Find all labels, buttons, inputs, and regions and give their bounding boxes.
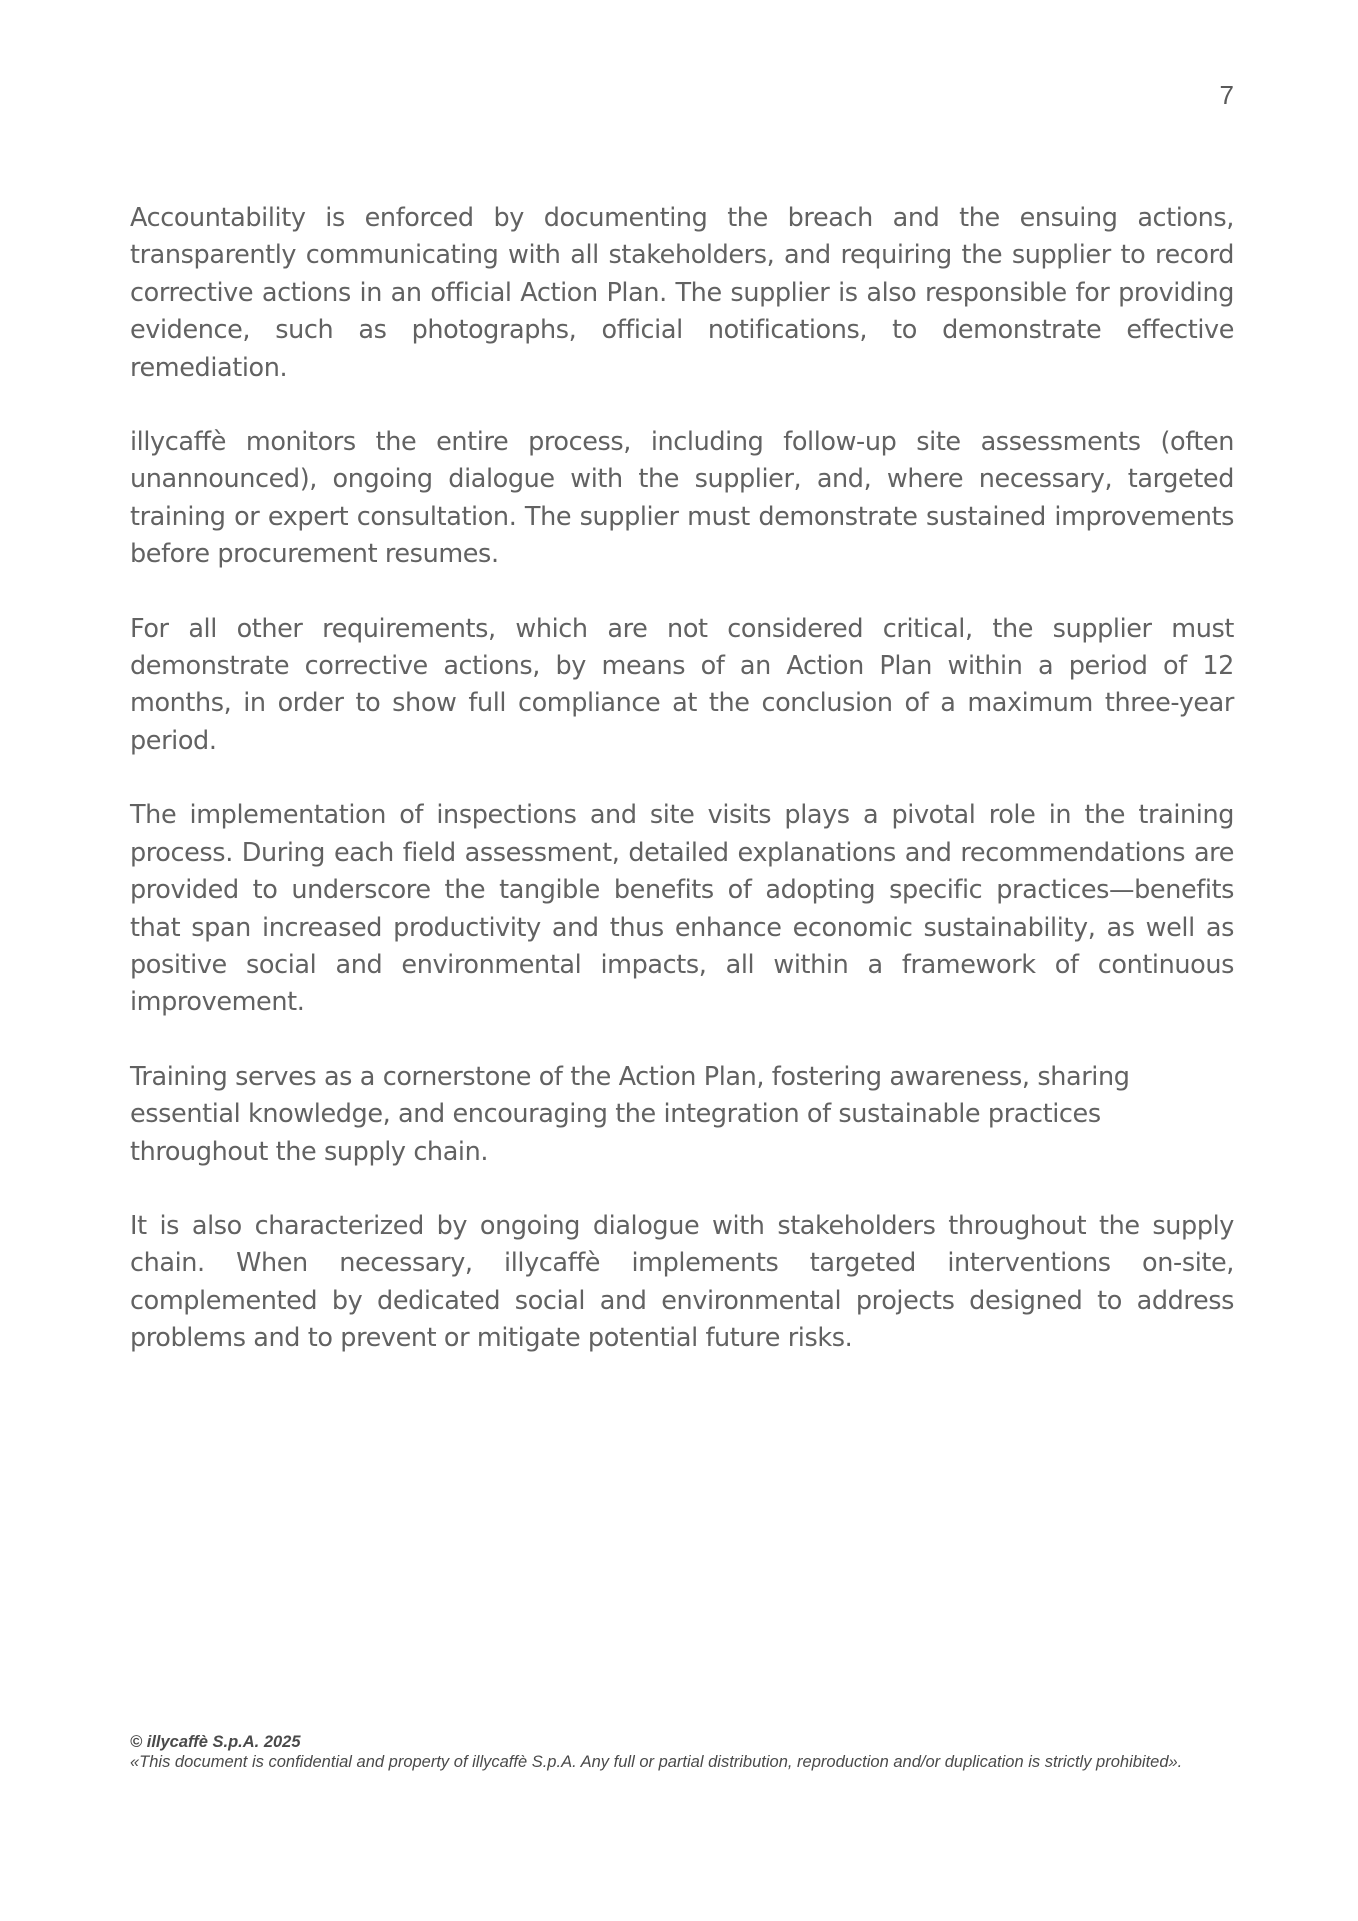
paragraph-other-requirements: For all other requirements, which are not considered critical, the supplier must demonstrate corrective actions, by means of an Action Plan within a period of 12 months, in order to show full compliance at the conclusion of a maximum three-year period. (130, 613, 1234, 756)
page-number: 7 (1219, 80, 1234, 110)
footer-confidentiality-notice: «This document is confidential and property of illycaffè S.p.A. Any full or partial distribution, reproduction and/or duplication is strictly prohibited». (130, 1753, 1183, 1771)
paragraph-monitoring: illycaffè monitors the entire process, including follow-up site assessments (often unannounced), ongoing dialogue with the supplier, and, where necessary, targeted training or expert consultation. The supplier must demonstrate sustained improvements before procurement resumes. (130, 427, 1234, 570)
paragraph-inspections: The implementation of inspections and site visits plays a pivotal role in the training process. During each field assessment, detailed explanations and recommendations are provided to underscore the tangible benefits of adopting specific practices—benefits that span increased productivity and thus enhance economic sustainability, as well as positive social and environmental impacts, all within a framework of continuous improvement. (130, 800, 1234, 1018)
footer (130, 1732, 1234, 1772)
paragraph-dialogue: It is also characterized by ongoing dialogue with stakeholders throughout the supply chain. When necessary, illycaffè implements targeted interventions on-site, complemented by dedicated social and environmental projects designed to address problems and to prevent or mitigate potential future risks. (130, 1210, 1234, 1354)
paragraph-training: Training serves as a cornerstone of the Action Plan, fostering awareness, sharing essential knowledge, and encouraging the integration of sustainable practices throughout the supply chain. (130, 1061, 1130, 1167)
paragraph-accountability: Accountability is enforced by documenting the breach and the ensuing actions, transparently communicating with all stakeholders, and requiring the supplier to record corrective actions in an official Action Plan. The supplier is also responsible for providing evidence, such as photographs, official notifications, to demonstrate effective remediation. (130, 203, 1234, 383)
footer-copyright: © illycaffè S.p.A. 2025 (130, 1733, 301, 1751)
body-text (130, 200, 1234, 1395)
